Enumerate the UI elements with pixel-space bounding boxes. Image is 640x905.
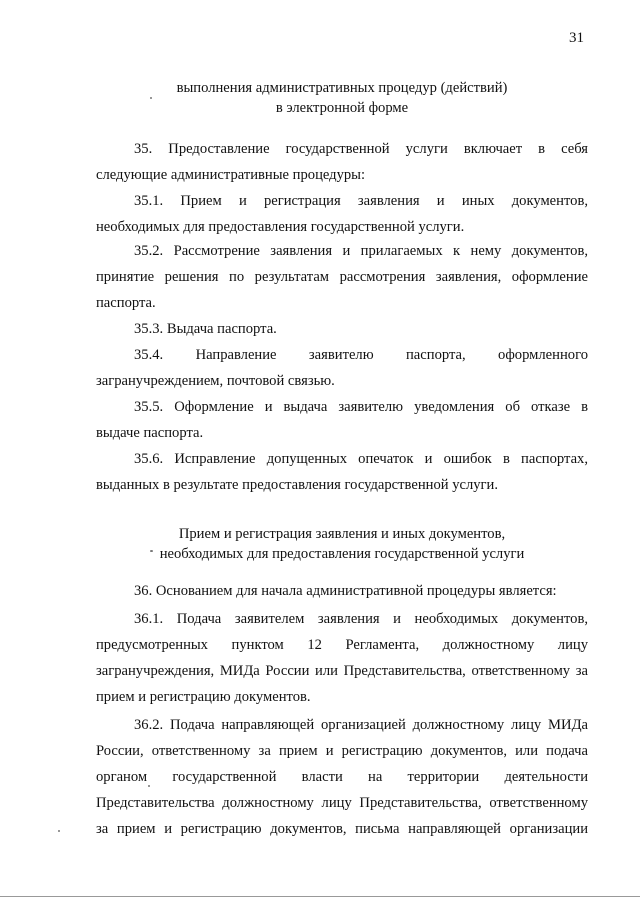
paragraph-line: необходимых для предоставления государственной услуги. xyxy=(96,219,465,235)
paragraph-line: 35.6. Исправление допущенных опечаток и ошибок в паспортах, xyxy=(134,451,588,467)
scan-speck xyxy=(150,550,153,552)
paragraph-36-1 xyxy=(96,606,588,710)
paragraph-line: предусмотренных пунктом 12 Регламента, должностному лицу xyxy=(96,637,588,653)
scan-speck xyxy=(58,830,60,832)
paragraph-line: 35.2. Рассмотрение заявления и прилагаемых к нему документов, xyxy=(134,243,588,259)
paragraph-35 xyxy=(96,136,588,188)
paragraph-35-4 xyxy=(96,342,588,394)
paragraph-line: 35.1. Прием и регистрация заявления и иных документов, xyxy=(134,193,588,209)
paragraph-line: принятие решения по результатам рассмотрения заявления, оформление xyxy=(96,269,588,285)
paragraph-35-1 xyxy=(96,188,588,240)
heading-line: в электронной форме xyxy=(275,100,409,116)
paragraph-line: загранучреждением, почтовой связью. xyxy=(96,373,335,389)
paragraph-line: загранучреждения, МИДа России или Представительства, ответственному за xyxy=(96,663,588,679)
section-heading-reception-registration xyxy=(96,524,588,564)
paragraph-line: 35.3. Выдача паспорта. xyxy=(134,321,277,337)
paragraph-line: выдаче паспорта. xyxy=(96,425,204,441)
paragraph-line: за прием и регистрацию документов, письма направляющей организации xyxy=(96,821,588,837)
paragraph-line: 35.5. Оформление и выдача заявителю уведомления об отказе в xyxy=(134,399,588,415)
paragraph-line: выданных в результате предоставления государственной услуги. xyxy=(96,477,498,493)
paragraph-35-3 xyxy=(96,316,588,342)
paragraph-35-5 xyxy=(96,394,588,446)
paragraph-line: прием и регистрацию документов. xyxy=(96,689,311,705)
page-bottom-edge xyxy=(0,896,640,897)
page-number: 31 xyxy=(569,30,584,46)
heading-line: необходимых для предоставления государственной услуги xyxy=(159,546,525,562)
scan-speck xyxy=(150,97,152,99)
section-heading-electronic-form xyxy=(96,78,588,118)
paragraph-line: России, ответственному за прием и регистрацию документов, или подача xyxy=(96,743,588,759)
paragraph-line: паспорта. xyxy=(96,295,156,311)
paragraph-36 xyxy=(96,578,588,604)
heading-line: Прием и регистрация заявления и иных документов, xyxy=(178,526,506,542)
paragraph-line: 35. Предоставление государственной услуги включает в себя xyxy=(134,141,588,157)
paragraph-line: следующие административные процедуры: xyxy=(96,167,366,183)
paragraph-line: 36. Основанием для начала административной процедуры является: xyxy=(134,583,557,599)
paragraph-line: 36.1. Подача заявителем заявления и необходимых документов, xyxy=(134,611,588,627)
paragraph-line: 35.4. Направление заявителю паспорта, оформленного xyxy=(134,347,588,363)
paragraph-35-2 xyxy=(96,238,588,316)
scan-speck xyxy=(148,785,150,787)
heading-line: выполнения административных процедур (действий) xyxy=(176,80,508,96)
paragraph-line: 36.2. Подача направляющей организацией должностному лицу МИДа xyxy=(134,717,588,733)
paragraph-line: Представительства должностному лицу Представительства, ответственному xyxy=(96,795,588,811)
paragraph-35-6 xyxy=(96,446,588,498)
paragraph-line: органом государственной власти на территории деятельности xyxy=(96,769,588,785)
paragraph-36-2 xyxy=(96,712,588,842)
